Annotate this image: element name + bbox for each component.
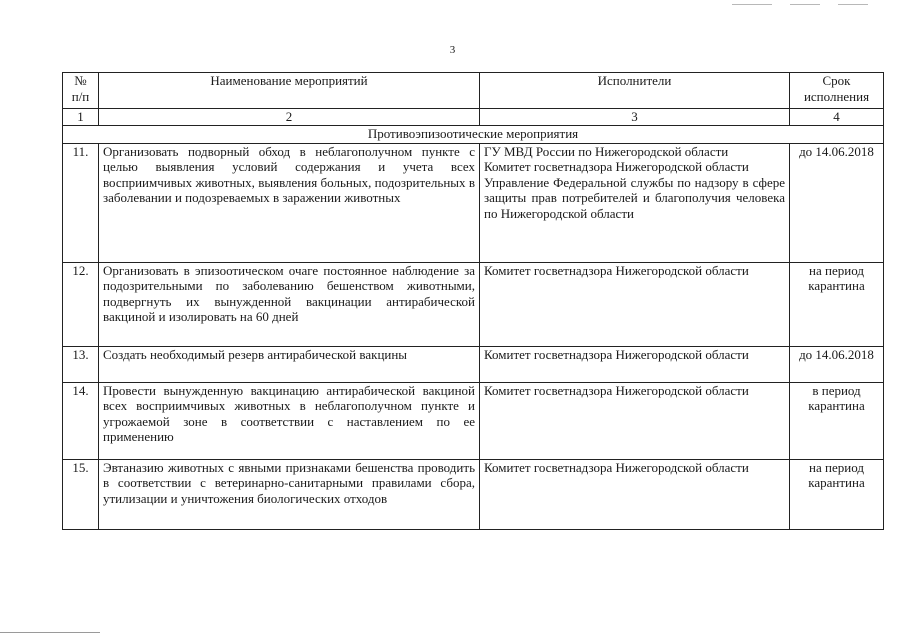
- row-number: 15.: [63, 459, 99, 529]
- scan-mark-top: [732, 4, 772, 5]
- header-executors: Исполнители: [480, 73, 790, 109]
- row-task: Организовать в эпизоотическом очаге постоянное наблюдение за подозрительными по заболеванию бешенством животными, подвергнуть их вынужденной вакцинации антирабической вакциной и изолировать на 60 дней: [99, 262, 480, 346]
- measures-table: [62, 72, 884, 530]
- scan-mark-top: [790, 4, 820, 5]
- executor: Комитет госветнадзора Нижегородской области: [484, 159, 749, 174]
- section-row: [63, 125, 884, 143]
- row-term: до 14.06.2018: [790, 143, 884, 262]
- table-row: [63, 262, 884, 346]
- section-title: Противоэпизоотические мероприятия: [63, 125, 884, 143]
- row-executors: [480, 346, 790, 382]
- table-row: [63, 459, 884, 529]
- row-number: 12.: [63, 262, 99, 346]
- row-term: в период карантина: [790, 382, 884, 459]
- row-executors: [480, 459, 790, 529]
- row-executors: [480, 382, 790, 459]
- table-header-row: [63, 73, 884, 109]
- column-number: 4: [790, 109, 884, 126]
- row-task: Создать необходимый резерв антирабической вакцины: [99, 346, 480, 382]
- column-number: 2: [99, 109, 480, 126]
- row-term: на период карантина: [790, 459, 884, 529]
- executor: Управление Федеральной службы по надзору в сфере защиты прав потребителей и благополучия человека по Нижегородской области: [484, 174, 785, 221]
- executor: ГУ МВД России по Нижегородской области: [484, 143, 729, 159]
- executor: Комитет госветнадзора Нижегородской области: [484, 346, 749, 362]
- row-number: 14.: [63, 382, 99, 459]
- row-executors: [480, 143, 790, 262]
- column-number: 1: [63, 109, 99, 126]
- executor: Комитет госветнадзора Нижегородской области: [484, 382, 749, 398]
- row-number: 13.: [63, 346, 99, 382]
- scan-mark-top: [838, 4, 868, 5]
- row-task: Эвтаназию животных с явными признаками бешенства проводить в соответствии с ветеринарно-санитарными правилами сбора, утилизации и уничтожения биологических отходов: [99, 459, 480, 529]
- row-task: Провести вынужденную вакцинацию антирабической вакциной всех восприимчивых животных в неблагополучном пункте и угрожаемой зоне в соответствии с наставлением по ее применению: [99, 382, 480, 459]
- row-term: до 14.06.2018: [790, 346, 884, 382]
- header-term: Срок исполнения: [790, 73, 884, 109]
- scan-mark-bottom: [0, 632, 100, 633]
- executor: Комитет госветнадзора Нижегородской области: [484, 459, 749, 475]
- page-number: 3: [449, 44, 456, 56]
- table-row: [63, 382, 884, 459]
- executor: Комитет госветнадзора Нижегородской области: [484, 262, 749, 278]
- header-name: Наименование мероприятий: [99, 73, 480, 109]
- row-number: 11.: [63, 143, 99, 262]
- row-task: Организовать подворный обход в неблагополучном пункте с целью выявления условий содержания и учета всех восприимчивых животных, выявления больных, подозрительных в заболевании и подозреваемых в заражении животных: [99, 143, 480, 262]
- row-executors: [480, 262, 790, 346]
- header-num: № п/п: [63, 73, 99, 109]
- column-number: 3: [480, 109, 790, 126]
- table-row: [63, 143, 884, 262]
- column-numbers-row: [63, 109, 884, 126]
- table-row: [63, 346, 884, 382]
- row-term: на период карантина: [790, 262, 884, 346]
